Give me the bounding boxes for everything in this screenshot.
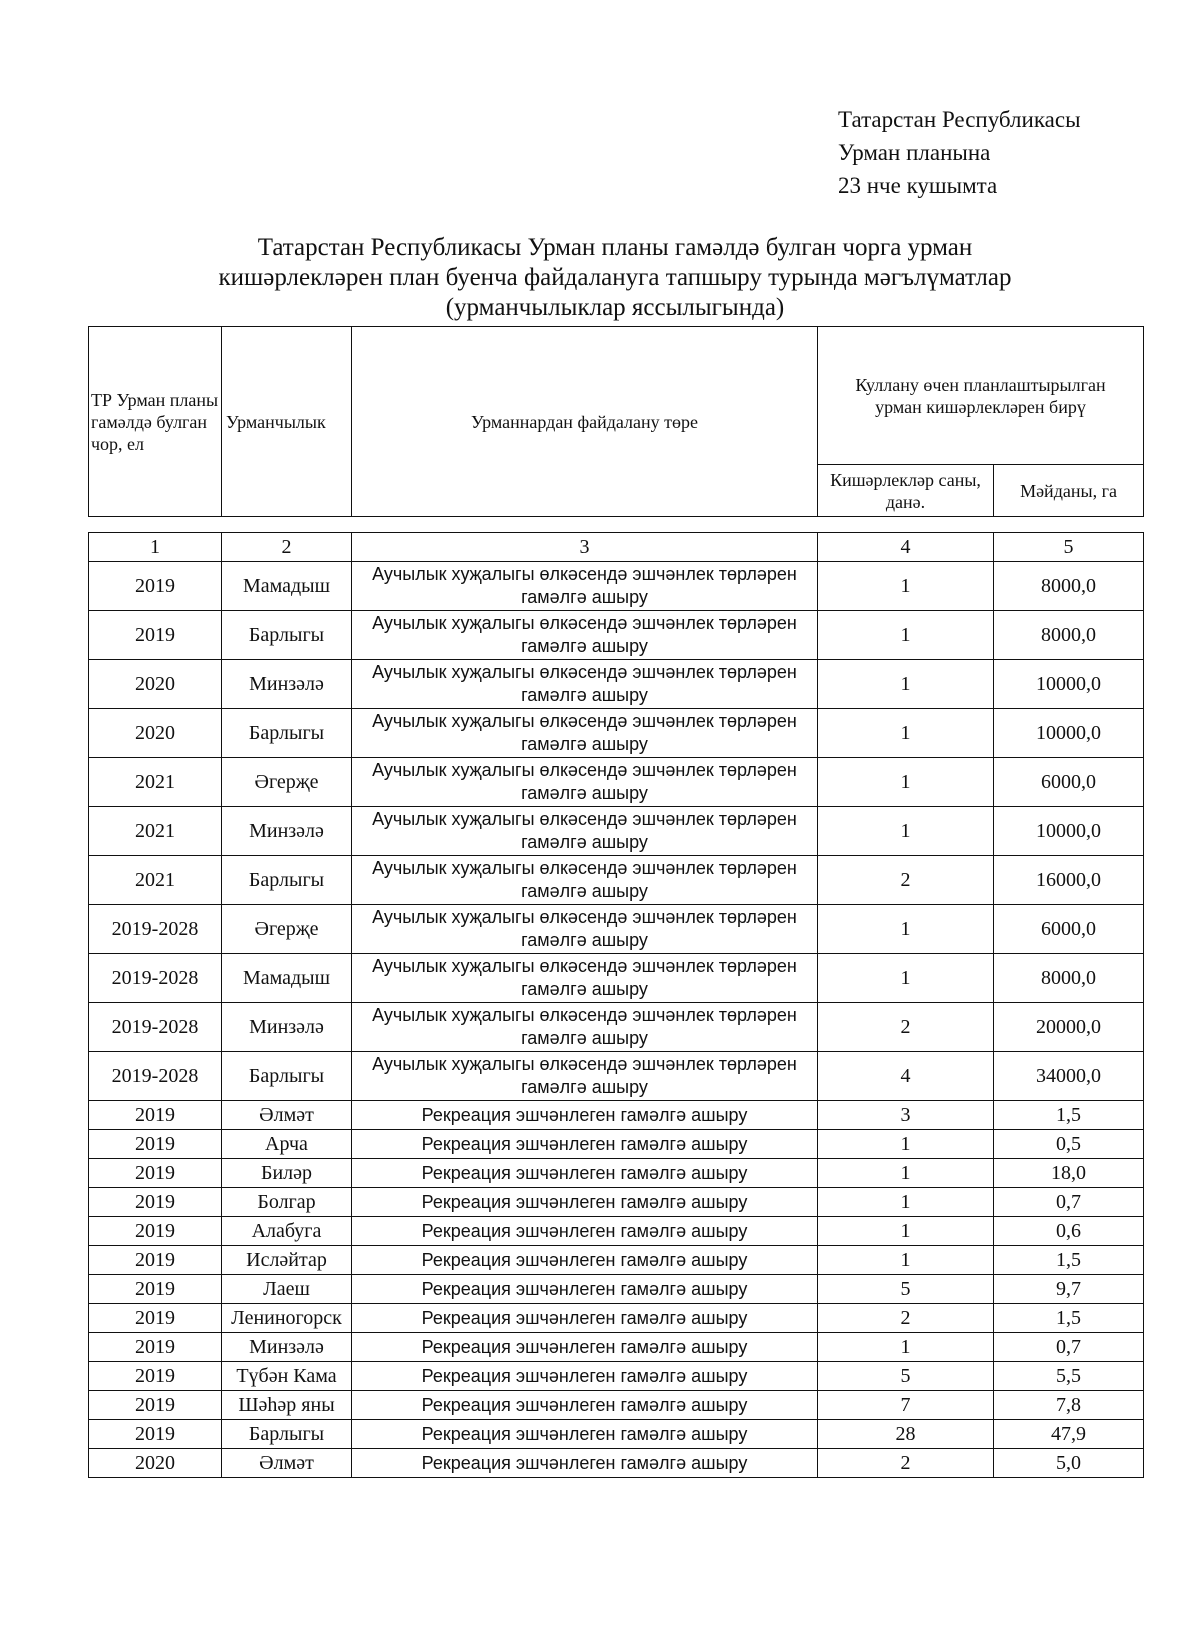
- cell-period: 2019-2028: [89, 954, 222, 1003]
- cell-use-type: Рекреация эшчәнлеген гамәлгә ашыру: [352, 1275, 818, 1304]
- cell-area: 7,8: [994, 1391, 1144, 1420]
- cell-count: 1: [818, 709, 994, 758]
- header-count: Кишәрлекләр саны, данә.: [818, 465, 994, 517]
- cell-area: 0,5: [994, 1130, 1144, 1159]
- cell-area: 16000,0: [994, 856, 1144, 905]
- header-group: Куллану өчен планлаштырылган урман кишәрлекләрен бирү: [818, 327, 1144, 465]
- cell-forestry: Минзәлә: [222, 1003, 352, 1052]
- cell-forestry: Түбән Кама: [222, 1362, 352, 1391]
- cell-use-type: Аучылык хуҗалыгы өлкәсендә эшчәнлек төрләрен гамәлгә ашыру: [352, 562, 818, 611]
- cell-count: 2: [818, 1003, 994, 1052]
- cell-area: 10000,0: [994, 660, 1144, 709]
- cell-forestry: Әлмәт: [222, 1101, 352, 1130]
- cell-forestry: Арча: [222, 1130, 352, 1159]
- cell-forestry: Мамадыш: [222, 954, 352, 1003]
- cell-count: 1: [818, 611, 994, 660]
- cell-area: 1,5: [994, 1246, 1144, 1275]
- cell-period: 2019-2028: [89, 905, 222, 954]
- cell-forestry: Лениногорск: [222, 1304, 352, 1333]
- cell-use-type: Аучылык хуҗалыгы өлкәсендә эшчәнлек төрләрен гамәлгә ашыру: [352, 905, 818, 954]
- cell-forestry: Минзәлә: [222, 807, 352, 856]
- table-row: [89, 1391, 1144, 1420]
- cell-use-type: Аучылык хуҗалыгы өлкәсендә эшчәнлек төрләрен гамәлгә ашыру: [352, 856, 818, 905]
- cell-forestry: Ислəйтар: [222, 1246, 352, 1275]
- table-row: [89, 1449, 1144, 1478]
- column-number: 5: [994, 533, 1144, 562]
- cell-period: 2019: [89, 1246, 222, 1275]
- table-row: [89, 562, 1144, 611]
- column-number: 3: [352, 533, 818, 562]
- cell-period: 2019: [89, 1159, 222, 1188]
- cell-area: 6000,0: [994, 905, 1144, 954]
- column-number: 2: [222, 533, 352, 562]
- table-row: [89, 660, 1144, 709]
- cell-area: 20000,0: [994, 1003, 1144, 1052]
- cell-area: 0,7: [994, 1333, 1144, 1362]
- annex-line-1: Татарстан Республикасы: [838, 107, 1081, 132]
- cell-use-type: Аучылык хуҗалыгы өлкәсендә эшчәнлек төрләрен гамәлгә ашыру: [352, 709, 818, 758]
- cell-count: 1: [818, 562, 994, 611]
- table-row: [89, 1052, 1144, 1101]
- cell-count: 4: [818, 1052, 994, 1101]
- cell-use-type: Рекреация эшчәнлеген гамәлгә ашыру: [352, 1362, 818, 1391]
- cell-area: 47,9: [994, 1420, 1144, 1449]
- cell-count: 1: [818, 1246, 994, 1275]
- cell-area: 5,0: [994, 1449, 1144, 1478]
- cell-count: 1: [818, 1159, 994, 1188]
- cell-area: 34000,0: [994, 1052, 1144, 1101]
- cell-period: 2019-2028: [89, 1052, 222, 1101]
- table-row: [89, 1304, 1144, 1333]
- cell-forestry: Барлыгы: [222, 1420, 352, 1449]
- cell-forestry: Барлыгы: [222, 1052, 352, 1101]
- title-line-2: кишәрлекләрен план буенча файдалануга тапшыру турында мәгълүматлар: [218, 264, 1012, 291]
- cell-forestry: Барлыгы: [222, 709, 352, 758]
- cell-forestry: Биләр: [222, 1159, 352, 1188]
- header-use-type: Урманнардан файдалану төре: [352, 327, 818, 517]
- cell-use-type: Аучылык хуҗалыгы өлкәсендә эшчәнлек төрләрен гамәлгә ашыру: [352, 611, 818, 660]
- cell-period: 2019: [89, 1391, 222, 1420]
- cell-use-type: Рекреация эшчәнлеген гамәлгә ашыру: [352, 1130, 818, 1159]
- title-line-1: Татарстан Республикасы Урман планы гамәлдә булган чорга урман: [257, 234, 973, 261]
- cell-count: 1: [818, 1130, 994, 1159]
- cell-count: 28: [818, 1420, 994, 1449]
- header-forestry: Урманчылык: [222, 327, 352, 517]
- header-area: Мәйданы, га: [994, 465, 1144, 517]
- column-numbers-row: [89, 533, 1144, 562]
- cell-period: 2020: [89, 660, 222, 709]
- cell-count: 1: [818, 807, 994, 856]
- cell-count: 3: [818, 1101, 994, 1130]
- cell-use-type: Рекреация эшчәнлеген гамәлгә ашыру: [352, 1217, 818, 1246]
- table-row: [89, 856, 1144, 905]
- table-row: [89, 611, 1144, 660]
- cell-period: 2019: [89, 1188, 222, 1217]
- column-number: 4: [818, 533, 994, 562]
- cell-use-type: Рекреация эшчәнлеген гамәлгә ашыру: [352, 1101, 818, 1130]
- cell-count: 1: [818, 1217, 994, 1246]
- cell-area: 18,0: [994, 1159, 1144, 1188]
- cell-count: 1: [818, 905, 994, 954]
- cell-period: 2019: [89, 1217, 222, 1246]
- table-row: [89, 1188, 1144, 1217]
- cell-period: 2020: [89, 709, 222, 758]
- cell-count: 7: [818, 1391, 994, 1420]
- cell-use-type: Рекреация эшчәнлеген гамәлгә ашыру: [352, 1159, 818, 1188]
- column-number: 1: [89, 533, 222, 562]
- cell-use-type: Рекреация эшчәнлеген гамәлгә ашыру: [352, 1188, 818, 1217]
- title-line-3: (урманчылыклар яссылыгында): [445, 294, 785, 321]
- cell-use-type: Аучылык хуҗалыгы өлкәсендә эшчәнлек төрләрен гамәлгә ашыру: [352, 758, 818, 807]
- cell-use-type: Аучылык хуҗалыгы өлкәсендә эшчәнлек төрләрен гамәлгә ашыру: [352, 1003, 818, 1052]
- cell-area: 8000,0: [994, 954, 1144, 1003]
- table-row: [89, 954, 1144, 1003]
- cell-count: 1: [818, 954, 994, 1003]
- header-period: ТР Урман планы гамәлдә булган чор, ел: [89, 327, 222, 517]
- annex-line-3: 23 нче кушымта: [838, 173, 998, 198]
- cell-use-type: Рекреация эшчәнлеген гамәлгә ашыру: [352, 1246, 818, 1275]
- cell-area: 6000,0: [994, 758, 1144, 807]
- cell-area: 0,7: [994, 1188, 1144, 1217]
- table-row: [89, 1275, 1144, 1304]
- annex-line-2: Урман планына: [838, 140, 991, 165]
- cell-period: 2019-2028: [89, 1003, 222, 1052]
- table-row: [89, 1217, 1144, 1246]
- cell-period: 2019: [89, 1362, 222, 1391]
- table-row: [89, 758, 1144, 807]
- cell-area: 8000,0: [994, 611, 1144, 660]
- cell-forestry: Әлмәт: [222, 1449, 352, 1478]
- cell-period: 2019: [89, 1275, 222, 1304]
- cell-area: 0,6: [994, 1217, 1144, 1246]
- table-row: [89, 807, 1144, 856]
- table-row: [89, 1130, 1144, 1159]
- cell-area: 8000,0: [994, 562, 1144, 611]
- cell-forestry: Минзәлә: [222, 1333, 352, 1362]
- cell-use-type: Аучылык хуҗалыгы өлкәсендә эшчәнлек төрләрен гамәлгә ашыру: [352, 954, 818, 1003]
- table-row: [89, 1246, 1144, 1275]
- cell-forestry: Шәһәр яны: [222, 1391, 352, 1420]
- cell-count: 1: [818, 1188, 994, 1217]
- cell-use-type: Аучылык хуҗалыгы өлкәсендә эшчәнлек төрләрен гамәлгә ашыру: [352, 660, 818, 709]
- cell-use-type: Рекреация эшчәнлеген гамәлгә ашыру: [352, 1391, 818, 1420]
- table-row: [89, 1003, 1144, 1052]
- cell-forestry: Әгерҗе: [222, 905, 352, 954]
- cell-forestry: Мамадыш: [222, 562, 352, 611]
- cell-period: 2019: [89, 1130, 222, 1159]
- cell-count: 2: [818, 856, 994, 905]
- cell-period: 2019: [89, 562, 222, 611]
- cell-area: 9,7: [994, 1275, 1144, 1304]
- cell-count: 1: [818, 660, 994, 709]
- cell-use-type: Рекреация эшчәнлеген гамәлгә ашыру: [352, 1333, 818, 1362]
- cell-area: 10000,0: [994, 709, 1144, 758]
- cell-period: 2021: [89, 758, 222, 807]
- cell-forestry: Минзәлә: [222, 660, 352, 709]
- cell-count: 1: [818, 758, 994, 807]
- cell-period: 2021: [89, 807, 222, 856]
- cell-count: 5: [818, 1362, 994, 1391]
- cell-use-type: Рекреация эшчәнлеген гамәлгә ашыру: [352, 1304, 818, 1333]
- cell-period: 2019: [89, 1304, 222, 1333]
- cell-forestry: Әгерҗе: [222, 758, 352, 807]
- data-table: [88, 532, 1144, 1478]
- cell-forestry: Барлыгы: [222, 856, 352, 905]
- cell-count: 1: [818, 1333, 994, 1362]
- cell-area: 10000,0: [994, 807, 1144, 856]
- cell-forestry: Болгар: [222, 1188, 352, 1217]
- table-header: [88, 326, 1144, 517]
- table-row: [89, 1333, 1144, 1362]
- table-row: [89, 709, 1144, 758]
- cell-count: 2: [818, 1449, 994, 1478]
- cell-forestry: Барлыгы: [222, 611, 352, 660]
- cell-area: 1,5: [994, 1304, 1144, 1333]
- cell-use-type: Рекреация эшчәнлеген гамәлгә ашыру: [352, 1420, 818, 1449]
- cell-period: 2019: [89, 1101, 222, 1130]
- cell-use-type: Аучылык хуҗалыгы өлкәсендә эшчәнлек төрләрен гамәлгә ашыру: [352, 807, 818, 856]
- cell-use-type: Аучылык хуҗалыгы өлкәсендә эшчәнлек төрләрен гамәлгә ашыру: [352, 1052, 818, 1101]
- cell-period: 2019: [89, 1420, 222, 1449]
- table-row: [89, 1159, 1144, 1188]
- table-row: [89, 1420, 1144, 1449]
- cell-use-type: Рекреация эшчәнлеген гамәлгә ашыру: [352, 1449, 818, 1478]
- annex-block: [838, 103, 1081, 202]
- cell-period: 2021: [89, 856, 222, 905]
- cell-area: 1,5: [994, 1101, 1144, 1130]
- document-title: [90, 233, 1140, 323]
- table-row: [89, 1101, 1144, 1130]
- table-body: [89, 533, 1144, 1478]
- table-row: [89, 905, 1144, 954]
- cell-period: 2019: [89, 611, 222, 660]
- cell-forestry: Алабуга: [222, 1217, 352, 1246]
- cell-period: 2019: [89, 1333, 222, 1362]
- cell-area: 5,5: [994, 1362, 1144, 1391]
- cell-period: 2020: [89, 1449, 222, 1478]
- cell-count: 5: [818, 1275, 994, 1304]
- cell-forestry: Лаеш: [222, 1275, 352, 1304]
- table-row: [89, 1362, 1144, 1391]
- cell-count: 2: [818, 1304, 994, 1333]
